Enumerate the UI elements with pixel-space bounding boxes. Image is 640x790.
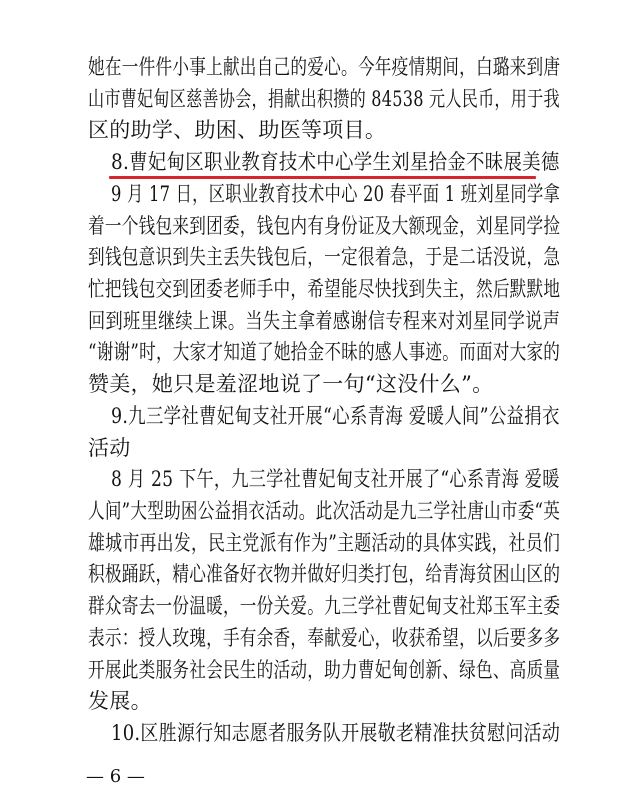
page-number: — 6 — <box>86 766 145 787</box>
paragraph-line: 发展。 <box>88 689 152 713</box>
paragraph-line: 8 月 25 下午，九三学社曹妃甸支社开展了“心系青海 爱暖 <box>111 467 560 491</box>
paragraph-line: “谢谢”时，大家才知道了她拾金不昧的感人事迹。而面对大家的 <box>88 340 561 364</box>
heading-line: 活动 <box>88 436 131 460</box>
paragraph-line: 赞美，她只是羞涩地说了一句“这没什么”。 <box>88 372 494 396</box>
paragraph-line: 积极踊跃，精心准备好衣物并做好归类打包，给青海贫困山区的 <box>88 562 561 586</box>
paragraph-line: 到钱包意识到失主丢失钱包后，一定很着急，于是二话没说，急 <box>88 245 561 269</box>
paragraph-line: 忙把钱包交到团委老师手中，希望能尽快找到失主，然后默默地 <box>88 277 561 301</box>
paragraph-line: 山市曹妃甸区慈善协会，捐献出积攒的 84538 元人民币，用于我 <box>88 87 560 111</box>
paragraph-line: 回到班里继续上课。当失主拿着感谢信专程来对刘星同学说声 <box>88 309 561 333</box>
paragraph-line: 人间”大型助困公益捐衣活动。此次活动是九三学社唐山市委“英 <box>88 499 561 523</box>
section-heading-10: 10.区胜源行知志愿者服务队开展敬老精准扶贫慰问活动 <box>111 721 561 745</box>
heading-line: 9.九三学社曹妃甸支社开展“心系青海 爱暖人间”公益捐衣 <box>111 404 560 428</box>
paragraph-line: 着一个钱包来到团委，钱包内有身份证及大额现金，刘星同学捡 <box>88 214 561 238</box>
section-heading-8: 8.曹妃甸区职业教育技术中心学生刘星拾金不昧展美德 <box>111 150 560 174</box>
paragraph-line: 区的助学、助困、助医等项目。 <box>88 118 387 142</box>
paragraph-line: 表示：授人玫瑰，手有余香，奉献爱心，收获希望，以后要多多 <box>88 626 561 650</box>
paragraph-line: 雄城市再出发，民主党派有作为”主题活动的具体实践，社员们 <box>88 531 561 555</box>
paragraph-line: 她在一件件小事上献出自己的爱心。今年疫情期间，白璐来到唐 <box>88 55 561 79</box>
paragraph-line: 9 月 17 日，区职业教育技术中心 20 春平面 1 班刘星同学拿 <box>111 182 561 206</box>
paragraph-line: 群众寄去一份温暖，一份关爱。九三学社曹妃甸支社郑玉军主委 <box>88 594 561 618</box>
paragraph-line: 开展此类服务社会民生的活动，助力曹妃甸创新、绿色、高质量 <box>88 658 561 682</box>
